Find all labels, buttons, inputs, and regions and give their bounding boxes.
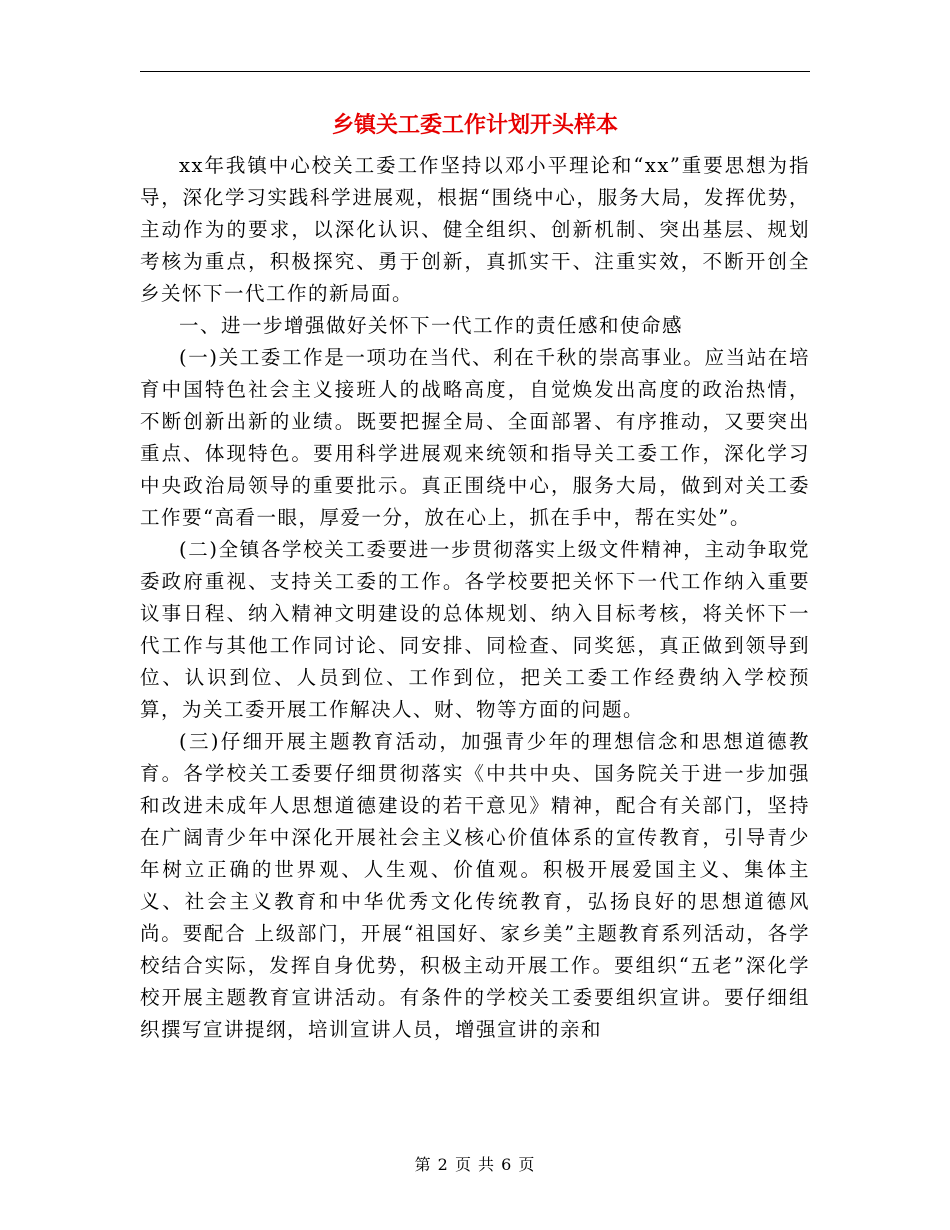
paragraph-item-3: (三)仔细开展主题教育活动，加强青少年的理想信念和思想道德教育。各学校关工委要仔细贯彻落实《中共中央、国务院关于进一步加强和改进未成年人思想道德建设的若干意见》精神，配合有关部门，坚持在广阔青少年中深化开展社会主义核心价值体系的宣传教育，引导青少年树立正确的世界观、人生观、价值观。积极开展爱国主义、集体主义、社会主义教育和中华优秀文化传统教育，弘扬良好的思想道德风尚。要配合 上级部门，开展“祖国好、家乡美”主题教育系列活动，各学校结合实际，发挥自身优势，积极主动开展工作。要组织“五老”深化学校开展主题教育宣讲活动。有条件的学校关工委要组织宣讲。要仔细组织撰写宣讲提纲，培训宣讲人员，增强宣讲的亲和 [140,730,810,1041]
document-title: 乡镇关工委工作计划开头样本 [331,113,618,138]
paragraph-item-1: (一)关工委工作是一项功在当代、利在千秋的崇高事业。应当站在培育中国特色社会主义接班人的战略高度，自觉焕发出高度的政治热情，不断创新出新的业绩。既要把握全局、全面部署、有序推动，又要突出重点、体现特色。要用科学进展观来统领和指导关工委工作，深化学习中央政治局领导的重要批示。真正围绕中心，服务大局，做到对关工委工作要“高看一眼，厚爱一分，放在心上，抓在手中，帮在实处”。 [140,346,810,529]
page-number-footer: 第 2 页 共 6 页 [414,1155,536,1174]
paragraph-intro: xx年我镇中心校关工委工作坚持以邓小平理论和“xx”重要思想为指导，深化学习实践科学进展观，根据“围绕中心，服务大局，发挥优势，主动作为的要求，以深化认识、健全组织、创新机制、突出基层、规划考核为重点，积极探究、勇于创新，真抓实干、注重实效，不断开创全乡关怀下一代工作的新局面。 [140,154,810,305]
header-rule [140,71,810,72]
paragraph-item-2: (二)全镇各学校关工委要进一步贯彻落实上级文件精神，主动争取党委政府重视、支持关工委的工作。各学校要把关怀下一代工作纳入重要议事日程、纳入精神文明建设的总体规划、纳入目标考核，将关怀下一代工作与其他工作同讨论、同安排、同检查、同奖惩，真正做到领导到位、认识到位、人员到位、工作到位，把关工委工作经费纳入学校预算，为关工委开展工作解决人、财、物等方面的问题。 [140,538,810,721]
section-heading-1: 一、进一步增强做好关怀下一代工作的责任感和使命感 [179,314,684,337]
document-body [140,150,810,1046]
